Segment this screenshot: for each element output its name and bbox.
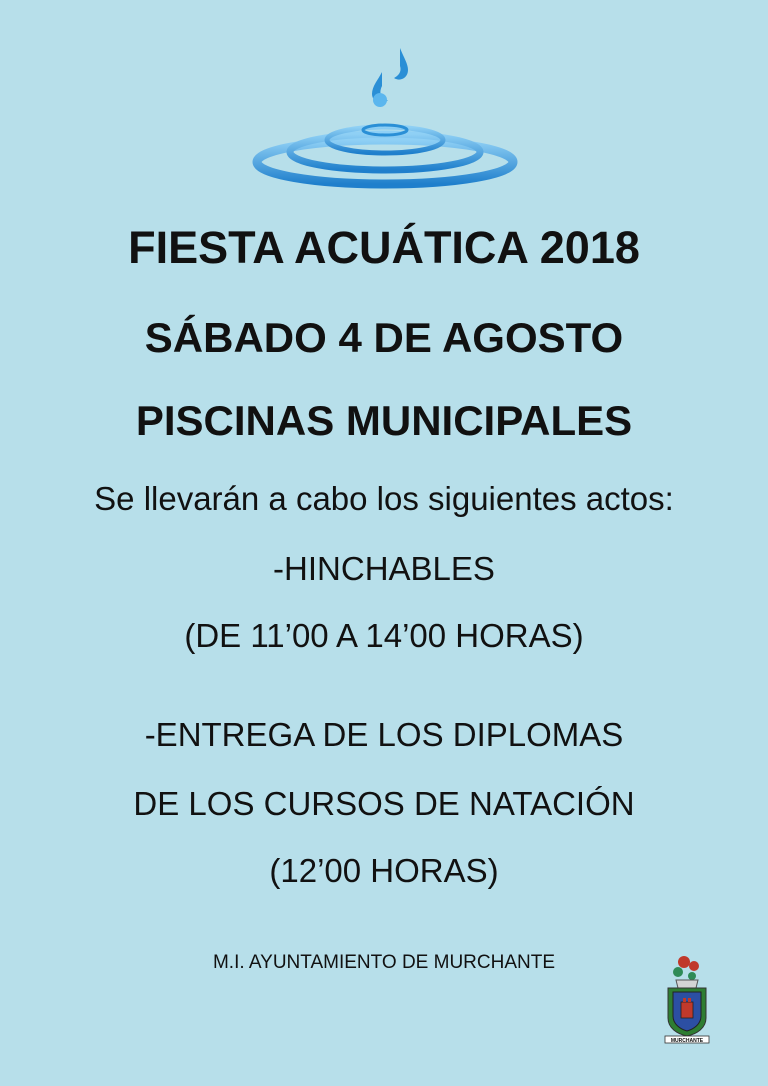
activity-name: -HINCHABLES: [273, 550, 495, 587]
event-venue: PISCINAS MUNICIPALES: [135, 397, 633, 444]
murchante-coat-of-arms: [662, 952, 712, 1044]
activity-time: (DE 11’00 A 14’00 HORAS): [184, 617, 584, 654]
organizer-name: M.I. AYUNTAMIENTO DE MURCHANTE: [212, 952, 556, 973]
activity-name: -ENTREGA DE LOS DIPLOMAS: [144, 716, 624, 753]
activity-name-continued: DE LOS CURSOS DE NATACIÓN: [133, 785, 635, 822]
activity-time: (12’00 HORAS): [269, 852, 499, 889]
poster-title: FIESTA ACUÁTICA 2018: [128, 222, 640, 273]
water-drop-ripple-icon: [250, 42, 520, 192]
svg-text:MURCHANTE: MURCHANTE: [670, 1038, 704, 1044]
event-date: SÁBADO 4 DE AGOSTO: [144, 314, 624, 361]
activities-intro: Se llevarán a cabo los siguientes actos:: [94, 480, 674, 517]
